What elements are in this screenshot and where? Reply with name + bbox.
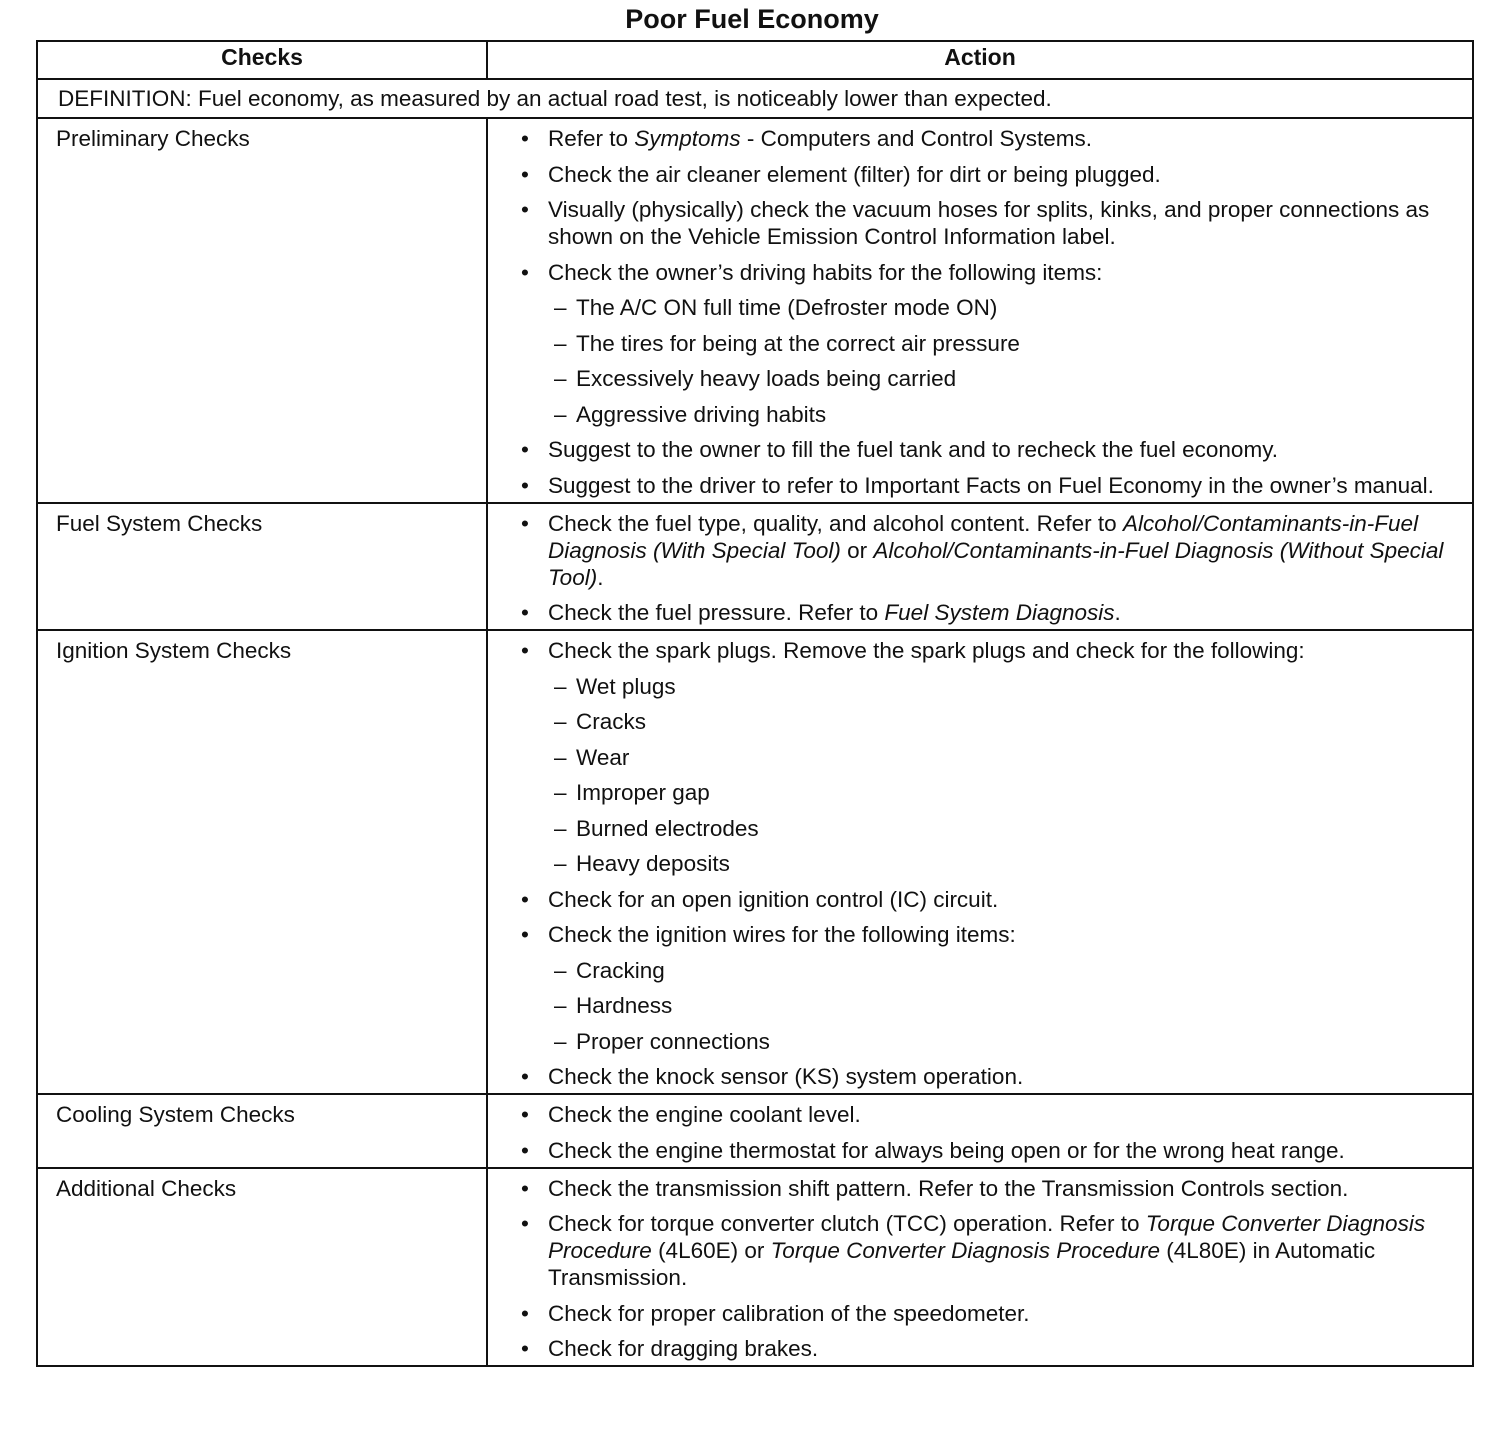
table-row-additional-checks xyxy=(37,1168,1473,1367)
action-text: (4L60E) or xyxy=(651,1238,771,1263)
sub-item-text: Wear xyxy=(576,744,630,770)
dash-icon: – xyxy=(554,957,567,983)
bullet-icon: • xyxy=(521,1175,529,1201)
table-row-ignition-system-checks xyxy=(37,630,1473,1094)
action-cell xyxy=(487,503,1473,631)
action-item xyxy=(520,1335,1460,1362)
action-item xyxy=(520,637,1460,877)
sub-item-list xyxy=(554,957,1460,1055)
bullet-icon: • xyxy=(521,1211,529,1236)
dash-icon: – xyxy=(554,780,567,805)
action-text: Suggest to the owner to fill the fuel tank and to recheck the fuel economy. xyxy=(548,437,1279,462)
dash-icon: – xyxy=(554,993,567,1018)
action-text: Check the air cleaner element (filter) for dirt or being plugged. xyxy=(548,161,1161,187)
sub-item-text: Cracking xyxy=(576,957,665,983)
action-cell xyxy=(487,118,1473,503)
action-text: . xyxy=(597,564,604,590)
bullet-icon: • xyxy=(521,161,529,187)
table-body xyxy=(37,79,1473,1366)
sub-item-text: Heavy deposits xyxy=(576,851,730,876)
sub-item-text: The A/C ON full time (Defroster mode ON) xyxy=(576,295,998,320)
sub-item xyxy=(554,744,1460,771)
action-list xyxy=(520,1175,1460,1363)
action-item xyxy=(520,1175,1460,1202)
dash-icon: – xyxy=(554,401,567,427)
bullet-icon: • xyxy=(521,1137,529,1163)
dash-icon: – xyxy=(554,851,567,876)
reference-title: Torque Converter Diagnosis Procedure xyxy=(548,1211,1426,1263)
sub-item xyxy=(554,850,1460,877)
dash-icon: – xyxy=(554,330,567,356)
action-item xyxy=(520,196,1460,250)
action-item xyxy=(520,472,1460,499)
action-item xyxy=(520,886,1460,913)
action-item xyxy=(520,161,1460,188)
bullet-icon: • xyxy=(521,126,529,151)
dash-icon: – xyxy=(554,295,567,320)
sub-item-list xyxy=(554,294,1460,428)
sub-item xyxy=(554,992,1460,1019)
bullet-icon: • xyxy=(521,600,529,625)
sub-item xyxy=(554,673,1460,700)
sub-item xyxy=(554,779,1460,806)
action-item xyxy=(520,436,1460,463)
sub-item xyxy=(554,401,1460,428)
reference-title: Torque Converter Diagnosis Procedure xyxy=(770,1238,1161,1263)
action-text: . xyxy=(1114,600,1121,625)
bullet-icon: • xyxy=(521,1300,529,1326)
bullet-icon: • xyxy=(521,437,529,462)
bullet-icon: • xyxy=(521,1336,529,1361)
table-row-fuel-system-checks xyxy=(37,503,1473,631)
action-text: Check the fuel pressure. Refer to xyxy=(548,600,885,625)
sub-item xyxy=(554,957,1460,984)
definition-row xyxy=(37,79,1473,118)
action-list xyxy=(520,1101,1460,1164)
dash-icon: – xyxy=(554,744,567,770)
action-list xyxy=(520,125,1460,499)
table-row-cooling-system-checks xyxy=(37,1094,1473,1168)
action-text: Refer to xyxy=(548,126,635,151)
sub-item xyxy=(554,1028,1460,1055)
sub-item-text: Hardness xyxy=(576,993,673,1018)
action-column-header: Action xyxy=(487,41,1473,79)
reference-title: Fuel System Diagnosis xyxy=(884,600,1115,625)
action-text: Check the engine thermostat for always being open or for the wrong heat range. xyxy=(548,1137,1345,1163)
action-text: (4L80E) in Automatic Transmission. xyxy=(548,1238,1376,1290)
dash-icon: – xyxy=(554,673,567,699)
action-item xyxy=(520,1101,1460,1128)
sub-item-text: Proper connections xyxy=(576,1028,770,1054)
bullet-icon: • xyxy=(521,510,529,536)
sub-item-text: Improper gap xyxy=(576,780,710,805)
sub-item xyxy=(554,815,1460,842)
sub-item-list xyxy=(554,673,1460,878)
sub-item-text: Cracks xyxy=(576,709,647,734)
dash-icon: – xyxy=(554,366,567,391)
action-list xyxy=(520,637,1460,1090)
action-text: Check the ignition wires for the following items: xyxy=(548,922,1016,947)
action-text: Check the spark plugs. Remove the spark plugs and check for the following: xyxy=(548,638,1305,663)
action-cell xyxy=(487,630,1473,1094)
action-text: or xyxy=(840,537,874,563)
action-item xyxy=(520,599,1460,626)
reference-title: Alcohol/Contaminants-in-Fuel Diagnosis (With Special Tool) xyxy=(548,510,1419,563)
reference-title: Symptoms xyxy=(634,126,741,151)
action-item xyxy=(520,1137,1460,1164)
bullet-icon: • xyxy=(521,638,529,663)
check-category: Cooling System Checks xyxy=(37,1094,487,1168)
action-cell xyxy=(487,1094,1473,1168)
action-item xyxy=(520,1300,1460,1327)
sub-item xyxy=(554,330,1460,357)
dash-icon: – xyxy=(554,709,567,734)
bullet-icon: • xyxy=(521,1102,529,1127)
check-category: Fuel System Checks xyxy=(37,503,487,631)
sub-item xyxy=(554,365,1460,392)
action-list xyxy=(520,510,1460,627)
dash-icon: – xyxy=(554,815,567,841)
action-text: Visually (physically) check the vacuum hoses for splits, kinks, and proper connections as shown on the Vehicle Emission Control Information label. xyxy=(548,197,1430,249)
action-item xyxy=(520,921,1460,1055)
table-row-preliminary-checks xyxy=(37,118,1473,503)
checks-column-header: Checks xyxy=(37,41,487,79)
reference-title: Alcohol/Contaminants-in-Fuel Diagnosis (Without Special Tool) xyxy=(548,537,1444,590)
action-text: Check for proper calibration of the speedometer. xyxy=(548,1300,1030,1326)
bullet-icon: • xyxy=(521,472,529,498)
action-text: - Computers and Control Systems. xyxy=(740,126,1092,151)
action-item xyxy=(520,125,1460,152)
action-text: Suggest to the driver to refer to Important Facts on Fuel Economy in the owner’s manual. xyxy=(548,472,1434,498)
action-item xyxy=(520,510,1460,591)
action-item xyxy=(520,259,1460,428)
action-text: Check for torque converter clutch (TCC) operation. Refer to xyxy=(548,1211,1146,1236)
dash-icon: – xyxy=(554,1028,567,1054)
page-title: Poor Fuel Economy xyxy=(625,4,879,34)
bullet-icon: • xyxy=(521,1064,529,1089)
sub-item-text: Aggressive driving habits xyxy=(576,401,827,427)
sub-item-text: Excessively heavy loads being carried xyxy=(576,366,957,391)
check-category: Ignition System Checks xyxy=(37,630,487,1094)
sub-item-text: Burned electrodes xyxy=(576,815,759,841)
diagnostic-table xyxy=(36,40,1474,1367)
action-text: Check for an open ignition control (IC) circuit. xyxy=(548,886,999,912)
action-text: Check the fuel type, quality, and alcohol content. Refer to xyxy=(548,510,1123,536)
header-row xyxy=(37,41,1473,79)
action-item xyxy=(520,1210,1460,1291)
bullet-icon: • xyxy=(521,197,529,222)
bullet-icon: • xyxy=(521,922,529,947)
sub-item-text: Wet plugs xyxy=(576,673,676,699)
definition-text: DEFINITION: Fuel economy, as measured by an actual road test, is noticeably lower than expected. xyxy=(37,79,1473,118)
action-item xyxy=(520,1063,1460,1090)
check-category: Preliminary Checks xyxy=(37,118,487,503)
sub-item xyxy=(554,708,1460,735)
action-text: Check for dragging brakes. xyxy=(548,1336,819,1361)
bullet-icon: • xyxy=(521,886,529,912)
action-text: Check the owner’s driving habits for the following items: xyxy=(548,259,1103,285)
bullet-icon: • xyxy=(521,259,529,285)
action-text: Check the engine coolant level. xyxy=(548,1102,861,1127)
check-category: Additional Checks xyxy=(37,1168,487,1367)
action-text: Check the knock sensor (KS) system operation. xyxy=(548,1064,1024,1089)
sub-item-text: The tires for being at the correct air pressure xyxy=(576,330,1020,356)
sub-item xyxy=(554,294,1460,321)
action-cell xyxy=(487,1168,1473,1367)
action-text: Check the transmission shift pattern. Refer to the Transmission Controls section. xyxy=(548,1175,1349,1201)
